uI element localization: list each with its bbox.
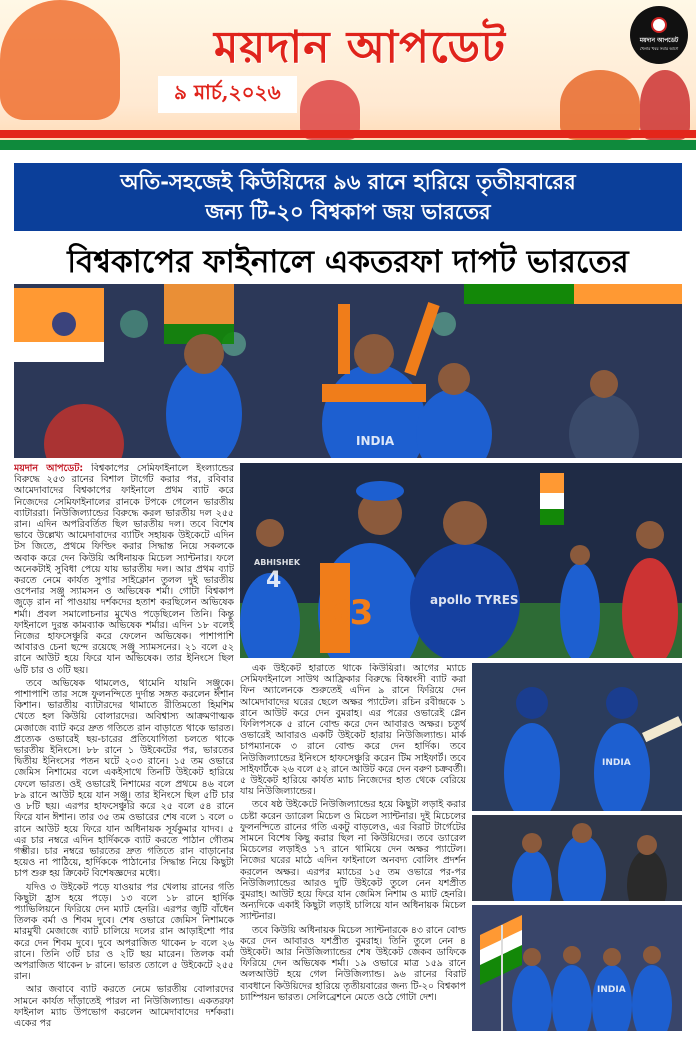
article-paragraph: তবে কিউয়ি অধিনায়ক মিচেল স্যান্টনারকে ৪৩ রানে বোল্ড করে দেন আবারও যশপ্রীত বুমরাহ। তিনি তুলে নেন ৪ উইকেট। আর নিউজিল্যান্ডের শেষ উইকেট জেকব ডাফিকে ফিরিয়ে দেন অভিষেক শর্মা। ১৯ ওভারে মাত্র ১৫৯ রানে অলআউট হয়ে গেল নিউজিল্যান্ড। ৯৬ রানের বিরাট ব্যবধানে কিউয়িদের হারিয়ে তৃতীয়বারের জন্য টি-২০ বিশ্বকাপ চ্যাম্পিয়ন ভারত। সেলিব্রেশনে মেতে ওঠে গোটা দেশ। (240, 924, 466, 1003)
article-paragraph-text: বিশ্বকাপের সেমিফাইনালে ইংল্যান্ডের বিরুদ্ধে ২৫৩ রানের বিশাল টার্গেট করার পর, রবিবার আমেদাবাদের বিশ্বকাপের ফাইনালে প্রথম ব্যাট করে নিজেদের সেমিফাইনালের রানকে টপকে গেলেন ভারতীয় ব্যাটাররা। নিউজিল্যান্ডের বিরুদ্ধে করল ভারতীয় দল ২৫৫ রান। এদিন অপরিবর্তিত ছিল ভারতীয় দল। তবে বিশেষ ভাবে উল্লেখ্য আমেদাবাদের ব্যাটিং সহায়ক উইকেটে এদিন টস জিতে, প্রথমে ফিল্ডিং করার সিদ্ধান্ত নিয়ে সকলকে অবাক করে দেন কিউয়ি অধিনায়ক মিচেল স্যান্টনার। ফলে অনেকটাই সুবিধা পেয়ে যায় ভারতীয় দল। আর প্রথম ব্যাট করতে নেমে কার্যত সুপার সাইক্লোন তুলল দুই ভারতীয় ওপেনার সঞ্জু স্যামসন ও অভিষেক শর্মা। গোটা বিশ্বকাপ জুড়ে রান না পাওয়ায় দর্শকদের হতাশ করছিলেন অভিষেক শর্মা। প্রবল সমালোচনার মুখেও পড়েছিলেন তিনি। কিন্তু ফাইনালে দুরন্ত কামব্যাক অভিষেক শর্মার। এদিন ১৮ বলেই নিজের হাফসেঞ্চুরি করে ফেলেন অভিষেক। পাশাপাশি আবারও চেনা ছন্দে রয়েছে সঞ্জু স্যামসনের। ২১ বলে ৫২ রানে আউট হয়ে ফিরে যান অভিষেক। তার ইনিংসে ছিল ৬টি চার ও ৩টি ছয়। (14, 463, 234, 676)
article-column-left (14, 463, 234, 1033)
photo-team-flag-art (472, 905, 682, 1031)
photo-players-group (240, 463, 682, 658)
jersey-sponsor-text: apollo TYRES (430, 593, 519, 607)
jersey-big-number: 63 (326, 593, 374, 633)
banner-line-2: জন্য টি-২০ বিশ্বকাপ জয় ভারতের (205, 200, 491, 224)
jersey-text-photo5: INDIA (597, 985, 626, 995)
masthead (0, 0, 696, 150)
photo-players-group-art (240, 463, 682, 658)
photo-batters (472, 663, 682, 811)
jersey-text-photo3: INDIA (602, 758, 631, 768)
article-paragraph: তবে অভিষেক থামলেও, থামেনি যায়নি সঞ্জুকে। পাশাপাশি তার সঙ্গে ফুলনন্দিতে দুর্দান্ত সঙ্গত করলেন ঈশান কিশান। ভারতীয় ব্যাটারদের থামাতে রীতিমতো হিমশিম খেতে হল কিউয়ি বোলারদের। অবিশ্বাস্য আক্রমণাত্মক মেজাজে ব্যাট করে দ্রুত গতিতে রান বাড়াতে থাকে ভারত। প্রত্যেক ওভারেই ছয়-চারের প্রতিযোগিতা চলতে থাকে ভারতীয় ইনিংসে। ৮৮ রানে ১ উইকেটের পর, ভারতের দ্বিতীয় ইনিংসের পতন ঘটে ২০৩ রানে। ১৫ তম ওভারে জেমিস নিশামের বলে একইসাথে তিনটি উইকেট হারিয়ে ফেলে ভারত। ওই ওভারেই নিশামের বলে প্রথমে ৪৬ বলে ৮৯ রানে আউট হয়ে যান সঞ্জু। তার ইনিংসে ছিল ৫টি চার ও ৮টি ছয়। এরপর হাফসেঞ্চুরি করে ২৫ বলে ৫৪ রানে ফিরে যান ঈশান। তার ৩৫ তম ওভারের শেষ বলে ১ বলে ০ রানে আউট হয়ে ফিরে যান অধিনায়ক সূর্যকুমার যাদব। ৫ এর চার নম্বরে এদিন হার্দিককে ব্যাট করতে পাঠান গৌতম গম্ভীর। চার নম্বরে ভারতের দ্রুত গতিতে রান বাড়ানোর হয়েও না পাঠিয়ে, হার্দিককে পাঠানোর সিদ্ধান্ত নিয়ে কিছুটা চাপ শুরু হয় ক্রিকেট বিশেষজ্ঞদের মধ্যে। (14, 677, 234, 880)
football-icon (651, 17, 667, 33)
article-paragraph: আর জবাবে ব্যাট করতে নেমে ভারতীয় বোলারদের সামনে কার্যত দাঁড়াতেই পারল না নিউজিল্যান্ড। একতরফা ফাইনাল ম্যাচ উপভোগ করলেন আমেদাবাদের দর্শকরা। একের পর (14, 984, 234, 1029)
player-silhouette-left (0, 0, 120, 120)
photo-team-flag (472, 905, 682, 1031)
masthead-logo (630, 6, 688, 64)
photo-batters-art (472, 663, 682, 811)
photo-fielders (472, 815, 682, 901)
banner-line-1: অতি-সহজেই কিউয়িদের ৯৬ রানে হারিয়ে তৃতীয়বারের (120, 170, 576, 194)
article-column-middle (240, 663, 466, 1033)
logo-subtext: খেলার খবর সবার আগে (639, 46, 679, 51)
article-paragraph (14, 463, 234, 676)
masthead-band-red (0, 130, 696, 138)
main-headline: বিশ্বকাপের ফাইনালে একতরফা দাপট ভারতের (67, 244, 629, 280)
jersey-text-main: INDIA (356, 434, 395, 448)
article-paragraph: তবে ষষ্ঠ উইকেটে নিউজিল্যান্ডের হয়ে কিছুটা লড়াই করার চেষ্টা করেন ড্যারেল মিচেল ও মিচেল স্যান্টনার। দুই মিচেলের ফুলনন্দিতে রানের গতি একটু বাড়লেও, এর বিরাট টার্গেটের সামনে বিশেষ কিছু করার ছিল না কিউয়িদের। তবে ড্যারেল মিচেলের লড়াইও ১৭ রানে থামিয়ে দেন অক্ষর প্যাটেল। নিজের ঘরের মাঠে এদিন ফাইনালে অনবদ্য বোলিং প্রদর্শন করলেন অক্ষর। এরপর ম্যাচের ১৫ তম ওভারে পর-পর নিউজিল্যান্ডের আরও দুটি উইকেট তুলে নেন যশপ্রীত বুমরাহ। আউট হয়ে ফিরে যান জেমিস নিশাম ও ম্যাট হেনরি। অন্যদিকে একাই কিছুটা লড়াই চালিয়ে যান অধিনায়ক মিচেল স্যান্টনার। (240, 799, 466, 923)
photo-celebration-main (14, 284, 682, 458)
masthead-date: ৯ মার্চ,২০২৬ (158, 76, 297, 113)
article-paragraph: এক উইকেট হারাতে থাকে কিউয়িরা। আগের ম্যাচে সেমিফাইনালে সাউথ আফ্রিকার বিরুদ্ধে বিধ্বংসী ব্যাট করা ফিন অ্যালেনকে শুরুতেই এদিন ৯ রানে ফিরিয়ে দেন আমেদাবাদের ঘরের ছেলে অক্ষর প্যাটেল। রচিন রবীন্দ্রকে ১ রানে আউট করে দেন বুমরাহ। এর পরের ওভারেই গ্লেন ফিলিপসকে ৫ রানে বোল্ড করে দেন আবারও অক্ষর। চতুর্থ ওভারেই আবারও একটি উইকেট হারায় নিউজিল্যান্ড। মার্ক চাপম্যানকে ৩ রানে বোল্ড করে দেন হার্দিক। তবে নিউজিল্যান্ডের ইনিংসে হাফসেঞ্চুরি করেন টিম সাইফার্ট। তবে সাইফার্টকে ২৬ বলে ৫২ রানে আউট করে দেন বরুণ চক্রবর্তী। ৫ উইকেট হারিয়ে কার্যত ম্যাচ নিজেদের হাত থেকে বেরিয়ে যায় নিউজিল্যান্ডের। (240, 663, 466, 798)
photo-celebration-main-art (14, 284, 682, 458)
jersey-number-text: 4 (266, 568, 282, 593)
logo-text: ময়দান আপডেট (639, 37, 679, 44)
masthead-title: ময়দান আপডেট (213, 22, 507, 73)
photo-fielders-art (472, 815, 682, 901)
masthead-band-green (0, 140, 696, 150)
jersey-name-text: ABHISHEK (254, 558, 301, 567)
article-dateline: ময়দান আপডেট: (14, 463, 84, 474)
headline-banner (14, 163, 682, 231)
article-paragraph: যদিও ৩ উইকেট পড়ে যাওয়ার পর খেলায় রানের গতি কিছুটা হ্রাস হয়ে পড়ে। ১৩ বলে ১৮ রানে হার্দিক প্যাভিলিয়নে ফিরিয়ে দেন ম্যাট হেনরি। এরপর জুটি বাঁধেন তিলক বর্মা ও শিবম দুবে। শেষ ওভারে জেমিস নিশামকে মারমুখী মেজাজে ব্যাট চালিয়ে দলের রান আড়াইশো পার করে দেন শিবম দুবে। দুবে অপরাজিত থাকেন ৮ বলে ২৬ রানে। তিনি ৩টি চার ও ২টি ছয় মারেন। তিলক বর্মা অপরাজিত থাকেন ৮ রানে। ভারত তোলে ৫ উইকেটে ২৫৫ রান। (14, 881, 234, 983)
